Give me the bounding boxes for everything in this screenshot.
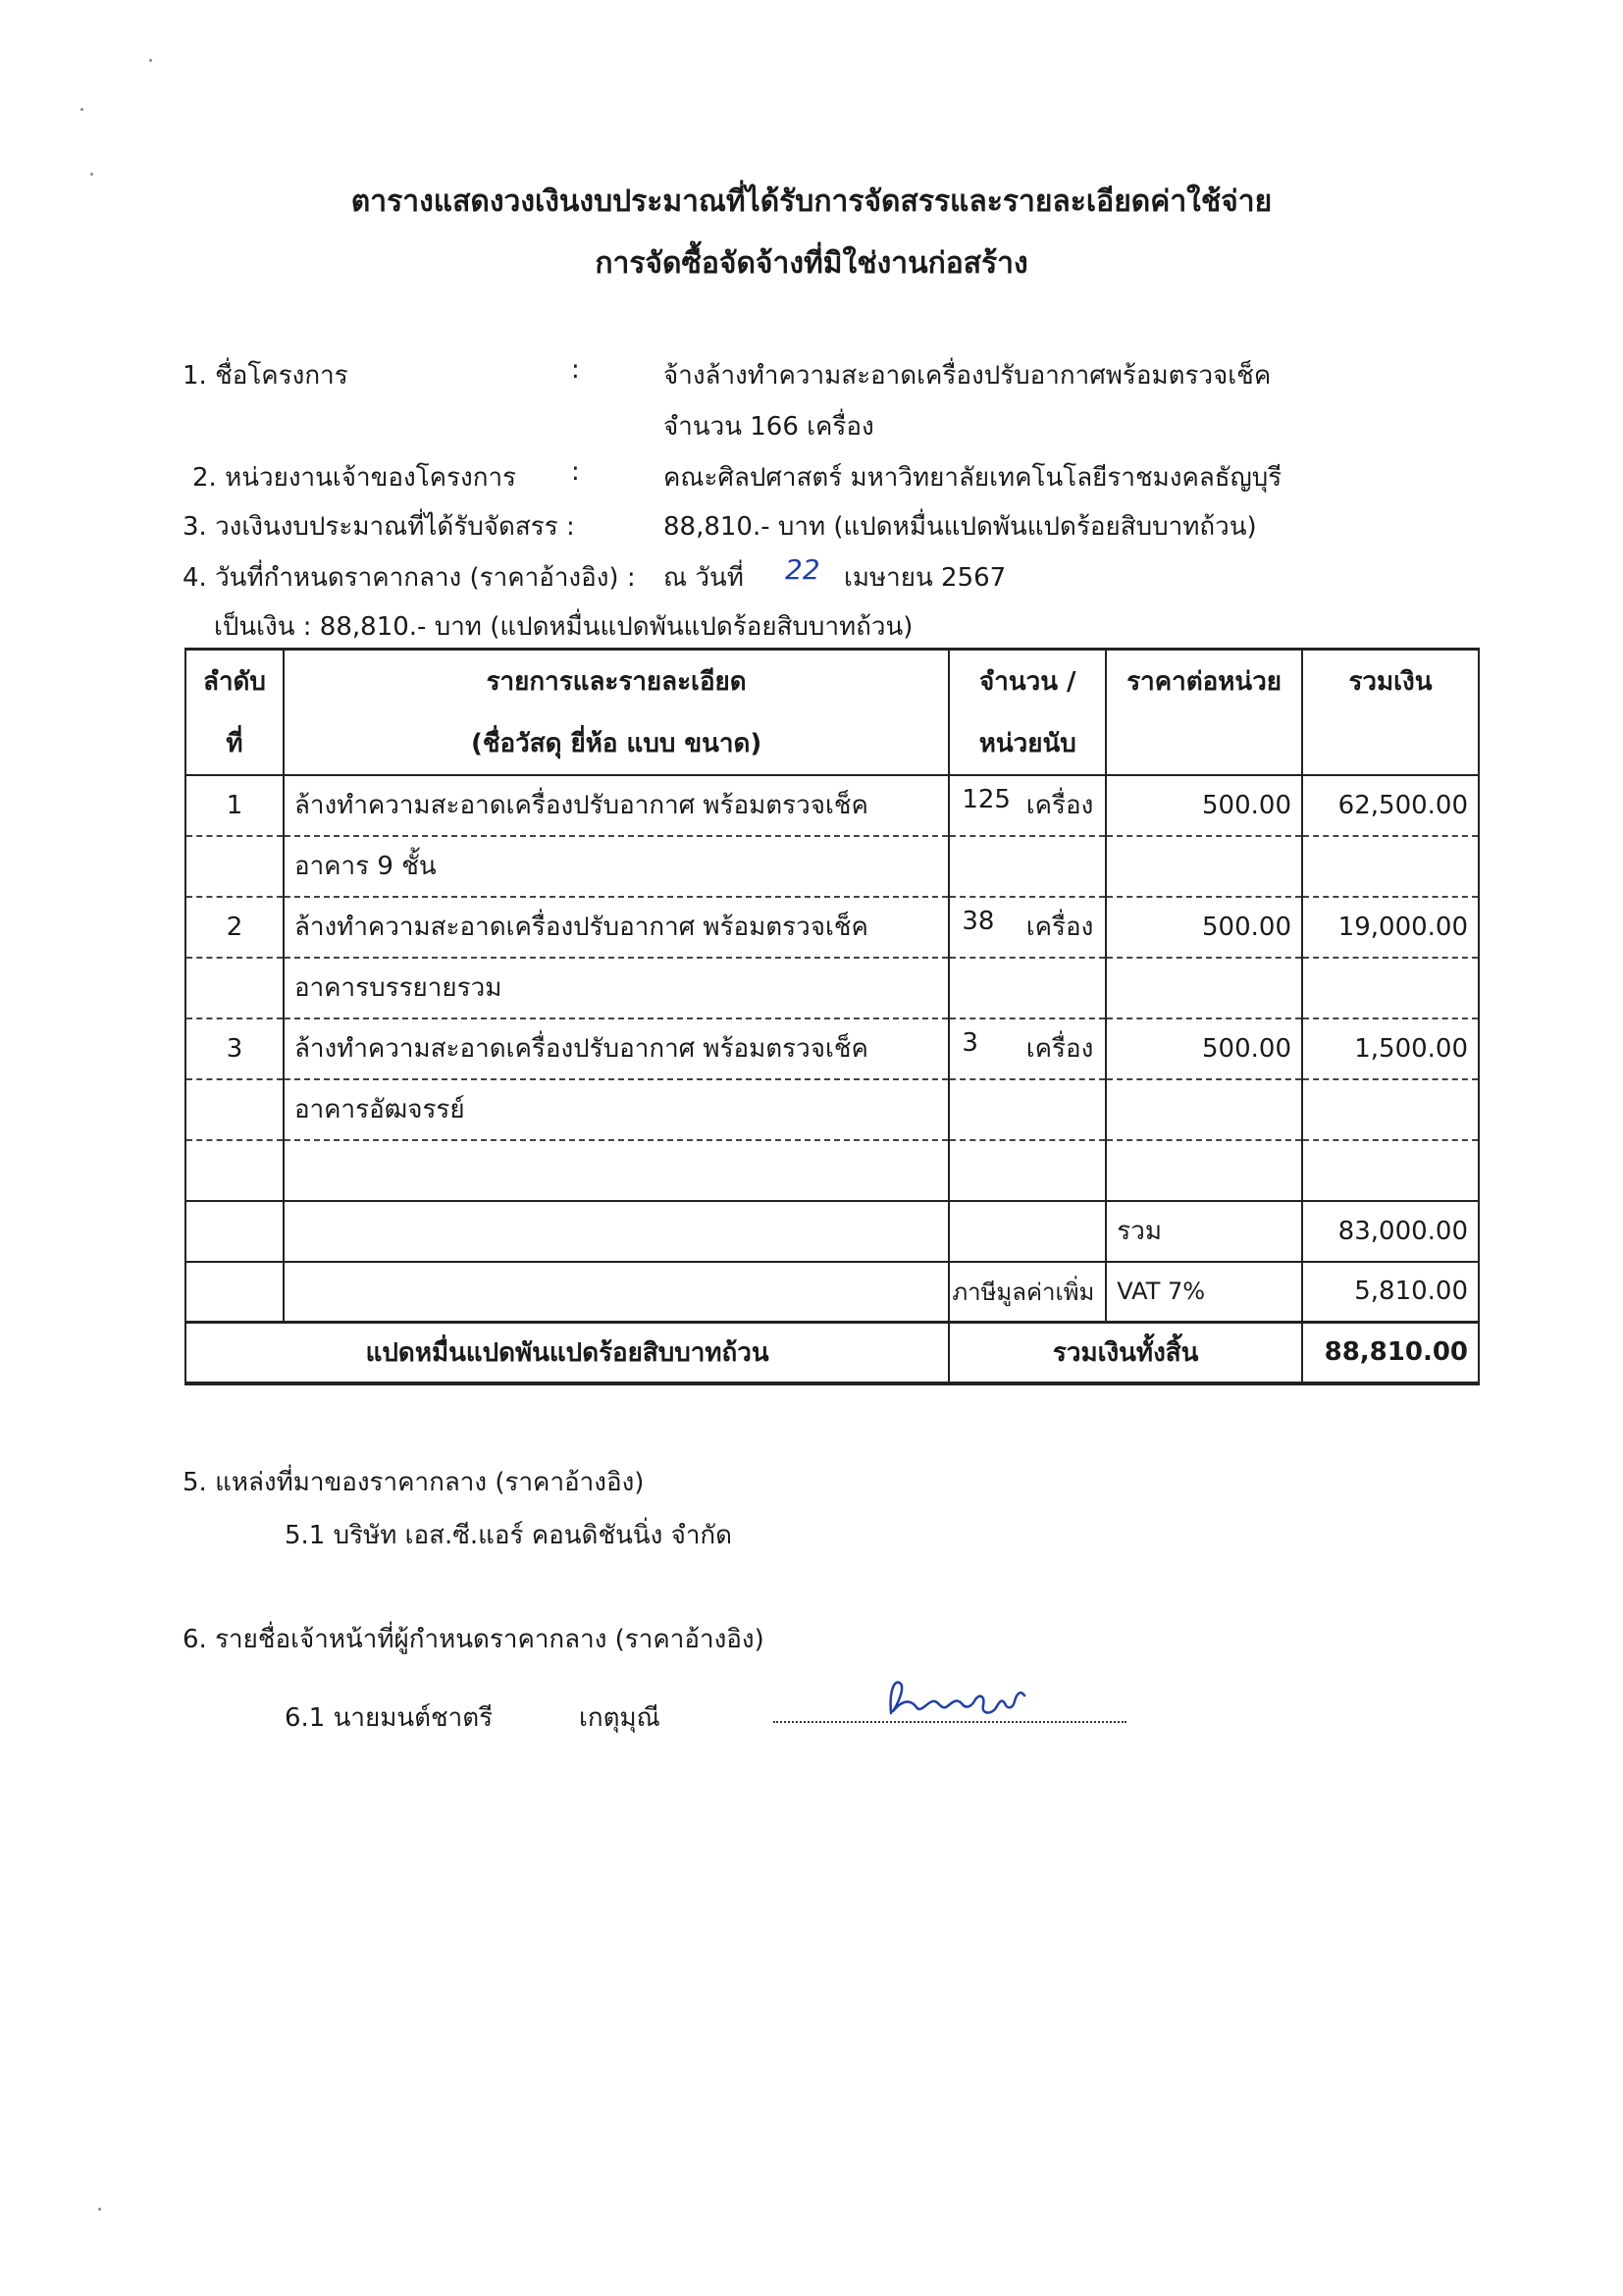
row-amount: 19,000.00	[1302, 897, 1479, 958]
header-item: รายการและรายละเอียด	[284, 650, 949, 712]
price-date-month-year: เมษายน 2567	[844, 563, 1007, 593]
empty-cell	[185, 1079, 284, 1140]
empty-cell	[185, 958, 284, 1018]
signature-area	[773, 1670, 1136, 1729]
project-value-line-2: จำนวน 166 เครื่อง	[663, 412, 874, 442]
row-qty-number: 38	[962, 907, 995, 936]
empty-cell	[185, 1201, 284, 1262]
grand-total-value: 88,810.00	[1302, 1323, 1479, 1383]
empty-cell	[1302, 836, 1479, 897]
row-quantity	[949, 775, 1106, 836]
grand-total-words: แปดหมื่นแปดพันแปดร้อยสิบบาทถ้วน	[185, 1323, 949, 1383]
row-description: ล้างทำความสะอาดเครื่องปรับอากาศ พร้อมตรวจเช็ค	[284, 897, 949, 958]
empty-cell	[284, 1262, 949, 1323]
price-date-day-handwritten: 22	[785, 553, 820, 586]
empty-cell	[1106, 836, 1302, 897]
price-date-prefix: ณ วันที่	[663, 563, 744, 593]
scan-speck	[98, 2208, 101, 2211]
row-description-line-2: อาคาร 9 ชั้น	[284, 836, 949, 897]
header-total-2	[1302, 712, 1479, 775]
officers-heading: 6. รายชื่อเจ้าหน้าที่ผู้กำหนดราคากลาง (ราคาอ้างอิง)	[183, 1625, 764, 1654]
row-amount: 1,500.00	[1302, 1018, 1479, 1079]
header-no: ลำดับ	[185, 650, 284, 712]
row-qty-unit: เครื่อง	[1025, 913, 1094, 942]
signature-line	[773, 1721, 1126, 1723]
handwritten-signature-icon	[773, 1670, 1136, 1729]
subtotal-value: 83,000.00	[1302, 1201, 1479, 1262]
header-unit-price: ราคาต่อหน่วย	[1106, 650, 1302, 712]
table-row	[185, 1018, 1479, 1079]
empty-cell	[1106, 958, 1302, 1018]
price-date-label: 4. วันที่กำหนดราคากลาง (ราคาอ้างอิง) :	[183, 563, 636, 593]
row-description: ล้างทำความสะอาดเครื่องปรับอากาศ พร้อมตรวจเช็ค	[284, 775, 949, 836]
project-colon: :	[571, 355, 580, 385]
vat-row	[185, 1262, 1479, 1323]
budget-table	[184, 648, 1480, 1385]
subtotal-row	[185, 1201, 1479, 1262]
grand-total-row	[185, 1323, 1479, 1383]
empty-cell	[185, 836, 284, 897]
row-description-line-2: อาคารบรรยายรวม	[284, 958, 949, 1018]
empty-cell	[185, 1140, 284, 1201]
empty-cell	[949, 1079, 1106, 1140]
empty-cell	[949, 836, 1106, 897]
vat-value: 5,810.00	[1302, 1262, 1479, 1323]
empty-cell	[1106, 1079, 1302, 1140]
row-no: 3	[185, 1018, 284, 1079]
header-total: รวมเงิน	[1302, 650, 1479, 712]
officer-1-name: 6.1 นายมนต์ชาตรี	[285, 1703, 494, 1733]
row-qty-unit: เครื่อง	[1025, 791, 1094, 820]
officer-1-surname: เกตุมุณี	[579, 1703, 660, 1733]
table-header-row	[185, 650, 1479, 712]
empty-cell	[1302, 1140, 1479, 1201]
row-unit-price: 500.00	[1106, 1018, 1302, 1079]
header-no-2: ที่	[185, 712, 284, 775]
sources-heading: 5. แหล่งที่มาของราคากลาง (ราคาอ้างอิง)	[183, 1468, 645, 1497]
header-qty-2: หน่วยนับ	[949, 712, 1106, 775]
row-no: 1	[185, 775, 284, 836]
subtotal-label: รวม	[1106, 1201, 1302, 1262]
agency-colon: :	[571, 457, 580, 487]
row-qty-number: 3	[962, 1028, 978, 1058]
empty-cell	[949, 1140, 1106, 1201]
header-item-2: (ชื่อวัสดุ ยี่ห้อ แบบ ขนาด)	[284, 712, 949, 775]
project-label: 1. ชื่อโครงการ	[183, 361, 348, 391]
table-row	[185, 897, 1479, 958]
row-description: ล้างทำความสะอาดเครื่องปรับอากาศ พร้อมตรวจเช็ค	[284, 1018, 949, 1079]
scan-speck	[149, 59, 152, 62]
row-description-line-2: อาคารอัฒจรรย์	[284, 1079, 949, 1140]
empty-cell	[1302, 1079, 1479, 1140]
empty-cell	[949, 958, 1106, 1018]
project-value-line-1: จ้างล้างทำความสะอาดเครื่องปรับอากาศพร้อมตรวจเช็ค	[663, 361, 1272, 391]
empty-cell	[949, 1201, 1106, 1262]
table-header-row-2	[185, 712, 1479, 775]
header-unit-price-2	[1106, 712, 1302, 775]
empty-cell	[185, 1262, 284, 1323]
row-unit-price: 500.00	[1106, 897, 1302, 958]
source-item-1: 5.1 บริษัท เอส.ซี.แอร์ คอนดิชันนิ่ง จำกัด	[285, 1521, 733, 1550]
row-quantity	[949, 1018, 1106, 1079]
scan-speck	[80, 108, 83, 111]
vat-label-thai: ภาษีมูลค่าเพิ่ม	[949, 1262, 1106, 1323]
table-row	[185, 775, 1479, 836]
document-title-line-1: ตารางแสดงวงเงินงบประมาณที่ได้รับการจัดสรรและรายละเอียดค่าใช้จ่าย	[350, 184, 1273, 219]
amount-line: เป็นเงิน : 88,810.- บาท (แปดหมื่นแปดพันแปดร้อยสิบบาทถ้วน)	[214, 612, 914, 642]
empty-cell	[1106, 1140, 1302, 1201]
row-unit-price: 500.00	[1106, 775, 1302, 836]
empty-cell	[284, 1201, 949, 1262]
vat-label-rate: VAT 7%	[1106, 1262, 1302, 1323]
budget-label: 3. วงเงินงบประมาณที่ได้รับจัดสรร :	[183, 512, 575, 542]
empty-cell	[1302, 958, 1479, 1018]
scan-speck	[90, 173, 93, 176]
budget-value: 88,810.- บาท (แปดหมื่นแปดพันแปดร้อยสิบบาทถ้วน)	[663, 512, 1257, 542]
row-qty-unit: เครื่อง	[1025, 1034, 1094, 1064]
grand-total-label: รวมเงินทั้งสิ้น	[949, 1323, 1302, 1383]
row-no: 2	[185, 897, 284, 958]
agency-value: คณะศิลปศาสตร์ มหาวิทยาลัยเทคโนโลยีราชมงคลธัญบุรี	[663, 463, 1283, 493]
row-quantity	[949, 897, 1106, 958]
table-row-continuation	[185, 1079, 1479, 1140]
row-amount: 62,500.00	[1302, 775, 1479, 836]
agency-label: 2. หน่วยงานเจ้าของโครงการ	[192, 463, 517, 493]
header-qty: จำนวน /	[949, 650, 1106, 712]
document-title-line-2: การจัดซื้อจัดจ้างที่มิใช่งานก่อสร้าง	[595, 246, 1028, 281]
table-row-continuation	[185, 836, 1479, 897]
table-row-continuation	[185, 958, 1479, 1018]
empty-cell	[284, 1140, 949, 1201]
row-qty-number: 125	[962, 785, 1011, 814]
table-row-blank	[185, 1140, 1479, 1201]
